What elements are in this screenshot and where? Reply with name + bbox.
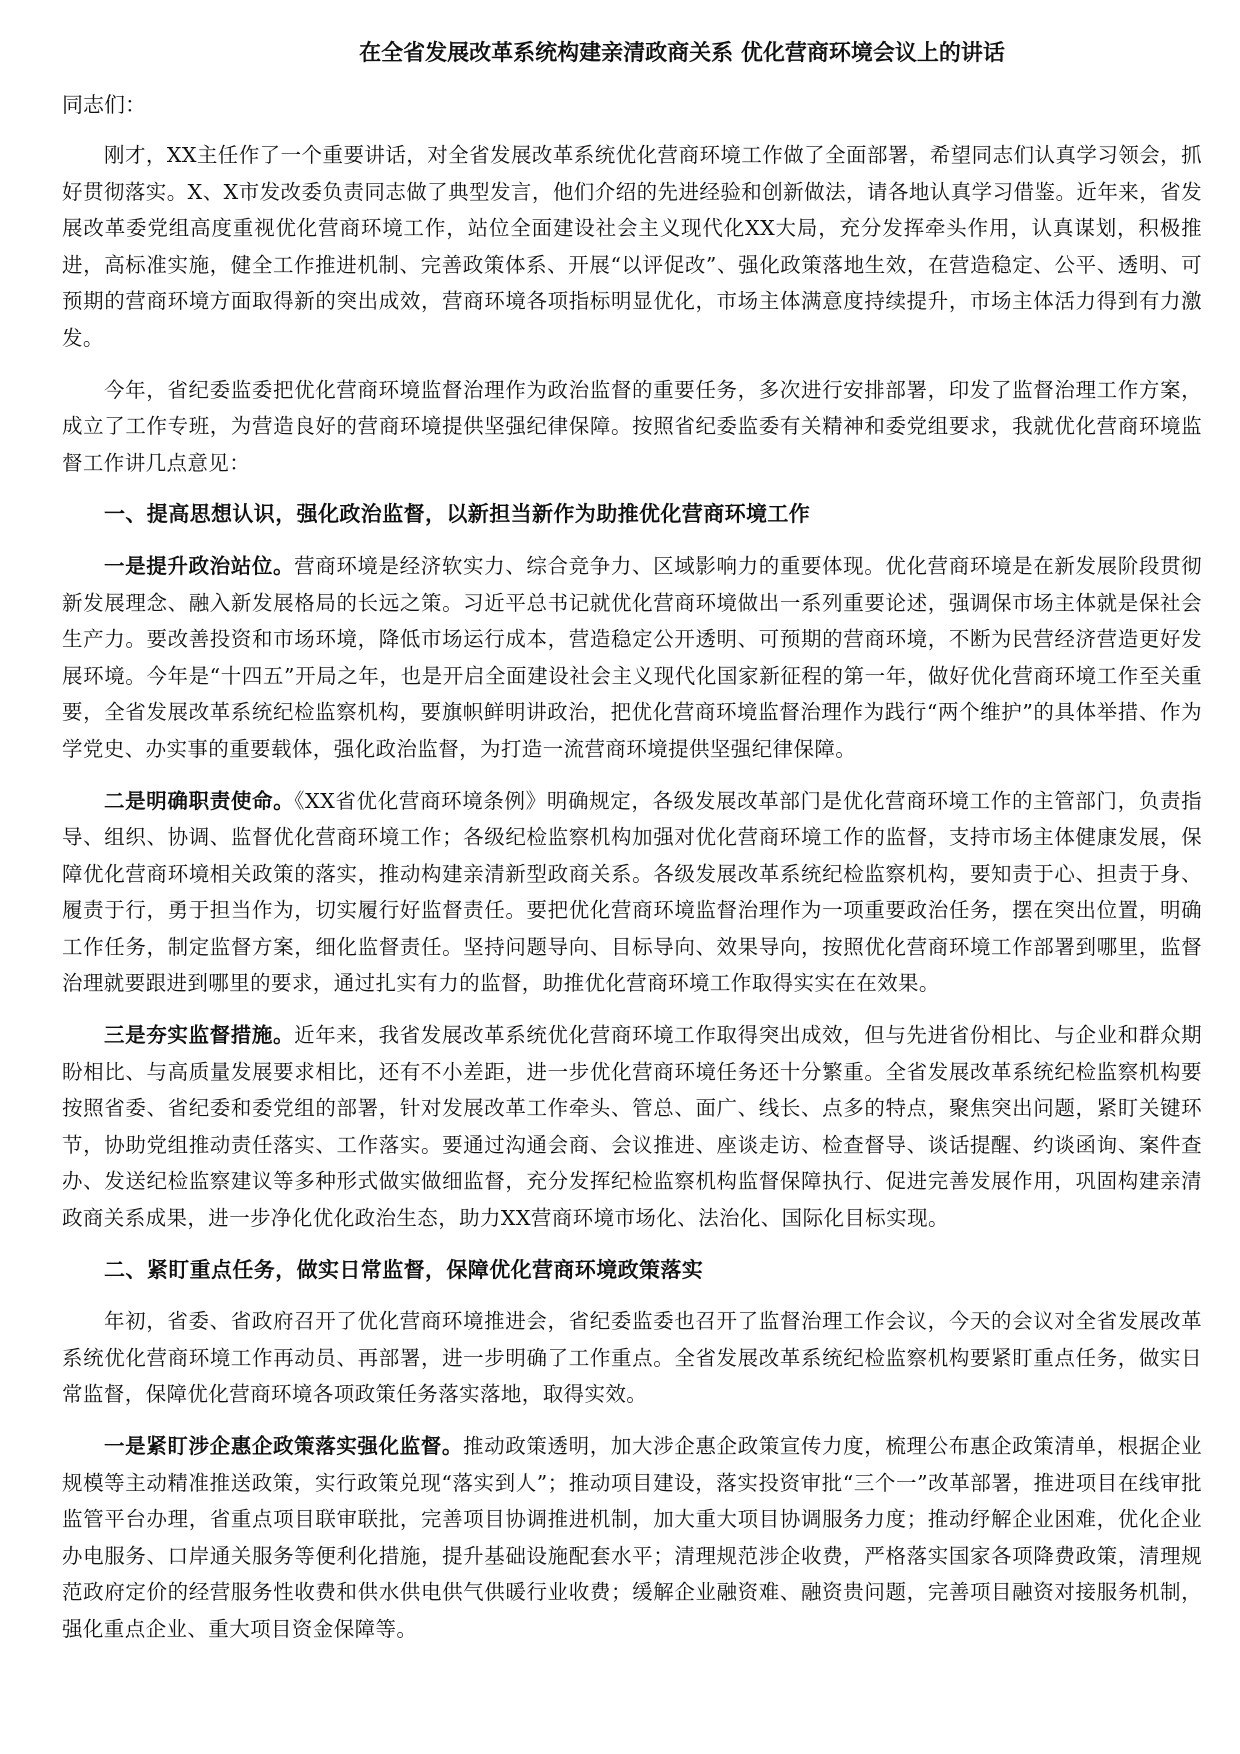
paragraph-context: 今年，省纪委监委把优化营商环境监督治理作为政治监督的重要任务，多次进行安排部署，印发了监督治理工作方案，成立了工作专班，为营造良好的营商环境提供坚强纪律保障。按照省纪委监委有关精神和委党组要求，我就优化营商环境监督工作讲几点意见：	[62, 377, 1202, 475]
paragraph-key-tasks: 年初，省委、省政府召开了优化营商环境推进会，省纪委监委也召开了监督治理工作会议，今天的会议对全省发展改革系统优化营商环境工作再动员、再部署，进一步明确了工作重点。全省发展改革系统纪检监察机构要紧盯重点任务，做实日常监督，保障优化营商环境各项政策任务落实落地，取得实效。	[62, 1309, 1202, 1407]
paragraph-opening: 刚才，XX主任作了一个重要讲话，对全省发展改革系统优化营商环境工作做了全面部署，希望同志们认真学习领会，抓好贯彻落实。X、X市发改委负责同志做了典型发言，他们介绍的先进经验和创新做法，请各地认真学习借鉴。近年来，省发展改革委党组高度重视优化营商环境工作，站位全面建设社会主义现代化XX大局，充分发挥牵头作用，认真谋划，积极推进，高标准实施，健全工作推进机制、完善政策体系、开展“以评促改”、强化政策落地生效，在营造稳定、公平、透明、可预期的营商环境方面取得新的突出成效，营商环境各项指标明显优化，市场主体满意度持续提升，市场主体活力得到有力激发。	[62, 143, 1202, 350]
paragraph-policy-implementation	[62, 1428, 1202, 1648]
paragraph-supervision-measures	[62, 1017, 1202, 1237]
paragraph-body: 近年来，我省发展改革系统优化营商环境工作取得突出成效，但与先进省份相比、与企业和群众期盼相比、与高质量发展要求相比，还有不小差距，进一步优化营商环境任务还十分繁重。全省发展改革系统纪检监察机构要按照省委、省纪委和委党组的部署，针对发展改革工作牵头、管总、面广、线长、点多的特点，聚焦突出问题，紧盯关键环节，协助党组推动责任落实、工作落实。要通过沟通会商、会议推进、座谈走访、检查督导、谈话提醒、约谈函询、案件查办、发送纪检监察建议等多种形式做实做细监督，充分发挥纪检监察机构监督保障执行、促进完善发展作用，巩固构建亲清政商关系成果，进一步净化优化政治生态，助力XX营商环境市场化、法治化、国际化目标实现。	[62, 1023, 1202, 1231]
section-heading-2: 二、紧盯重点任务，做实日常监督，保障优化营商环境政策落实	[104, 1256, 704, 1282]
section-heading-1: 一、提高思想认识，强化政治监督，以新担当新作为助推优化营商环境工作	[104, 501, 811, 527]
paragraph-lead: 一是紧盯涉企惠企政策落实强化监督。	[104, 1434, 464, 1458]
document-page	[62, 36, 1202, 1648]
paragraph-lead: 一是提升政治站位。	[104, 553, 295, 578]
document-title: 在全省发展改革系统构建亲清政商关系 优化营商环境会议上的讲话	[359, 40, 1005, 66]
paragraph-body: 营商环境是经济软实力、综合竞争力、区域影响力的重要体现。优化营商环境是在新发展阶段贯彻新发展理念、融入新发展格局的长远之策。习近平总书记就优化营商环境做出一系列重要论述，强调保市场主体就是保社会生产力。要改善投资和市场环境，降低市场运行成本，营造稳定公开透明、可预期的营商环境，不断为民营经济营造更好发展环境。今年是“十四五”开局之年，也是开启全面建设社会主义现代化国家新征程的第一年，做好优化营商环境工作至关重要，全省发展改革系统纪检监察机构，要旗帜鲜明讲政治，把优化营商环境监督治理作为践行“两个维护”的具体举措、作为学党史、办实事的重要载体，强化政治监督，为打造一流营商环境提供坚强纪律保障。	[62, 553, 1202, 761]
paragraph-lead: 三是夯实监督措施。	[104, 1023, 295, 1048]
paragraph-lead: 二是明确职责使命。	[104, 788, 295, 813]
paragraph-body: 《XX省优化营商环境条例》明确规定，各级发展改革部门是优化营商环境工作的主管部门，负责指导、组织、协调、监督优化营商环境工作；各级纪检监察机构加强对优化营商环境工作的监督，支持市场主体健康发展，保障优化营商环境相关政策的落实，推动构建亲清新型政商关系。各级发展改革系统纪检监察机构，要知责于心、担责于身、履责于行，勇于担当作为，切实履行好监督责任。要把优化营商环境监督治理作为一项重要政治任务，摆在突出位置，明确工作任务，制定监督方案，细化监督责任。坚持问题导向、目标导向、效果导向，按照优化营商环境工作部署到哪里，监督治理就要跟进到哪里的要求，通过扎实有力的监督，助推优化营商环境工作取得实实在在效果。	[62, 788, 1202, 996]
paragraph-body: 推动政策透明，加大涉企惠企政策宣传力度，梳理公布惠企政策清单，根据企业规模等主动精准推送政策，实行政策兑现“落实到人”；推动项目建设，落实投资审批“三个一”改革部署，推进项目在线审批监管平台办理，省重点项目联审联批，完善项目协调推进机制，加大重大项目协调服务力度；推动纾解企业困难，优化企业办电服务、口岸通关服务等便利化措施，提升基础设施配套水平；清理规范涉企收费，严格落实国家各项降费政策，清理规范政府定价的经营服务性收费和供水供电供气供暖行业收费；缓解企业融资难、融资贵问题，完善项目融资对接服务机制，强化重点企业、重大项目资金保障等。	[62, 1434, 1202, 1641]
paragraph-political-stance	[62, 548, 1202, 768]
paragraph-responsibility	[62, 783, 1202, 1003]
salutation: 同志们：	[62, 93, 146, 117]
